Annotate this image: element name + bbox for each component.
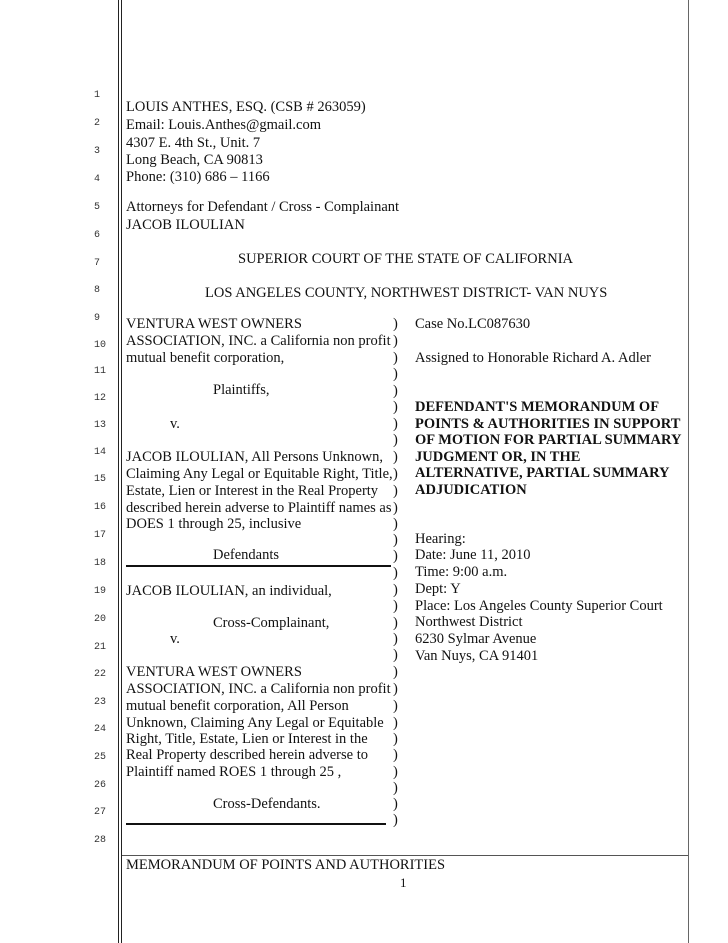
caption-line: JACOB ILOULIAN, All Persons Unknown, xyxy=(126,449,383,465)
line-number: 25 xyxy=(94,752,107,763)
caption-paren: ) xyxy=(393,548,398,564)
caption-line: ASSOCIATION, INC. a California non profit xyxy=(126,333,391,349)
caption-paren: ) xyxy=(393,715,398,731)
caption-paren: ) xyxy=(393,664,398,680)
line-number: 2 xyxy=(94,118,101,129)
caption-line: ASSOCIATION, INC. a California non profit xyxy=(126,681,391,697)
attorney-address-line1: 4307 E. 4th St., Unit. 7 xyxy=(126,135,261,151)
line-number: 1 xyxy=(94,90,101,101)
caption-paren: ) xyxy=(393,796,398,812)
caption-paren: ) xyxy=(393,333,398,349)
caption-paren: ) xyxy=(393,350,398,366)
hearing-place: Place: Los Angeles County Superior Court xyxy=(415,598,663,614)
left-margin-line xyxy=(118,0,119,943)
caption-line: JACOB ILOULIAN, an individual, xyxy=(126,583,332,599)
page-number: 1 xyxy=(400,875,407,890)
line-number: 10 xyxy=(94,340,107,351)
line-number: 20 xyxy=(94,614,107,625)
caption-paren: ) xyxy=(393,483,398,499)
caption-paren: ) xyxy=(393,681,398,697)
line-number: 8 xyxy=(94,285,101,296)
attorney-phone: Phone: (310) 686 – 1166 xyxy=(126,169,270,185)
caption-paren: ) xyxy=(393,812,398,828)
line-number: 27 xyxy=(94,807,107,818)
caption-paren: ) xyxy=(393,500,398,516)
hearing-time: Time: 9:00 a.m. xyxy=(415,564,508,580)
footer-title: MEMORANDUM OF POINTS AND AUTHORITIES xyxy=(126,857,446,873)
case-number: Case No.LC087630 xyxy=(415,316,531,332)
caption-line: mutual benefit corporation, xyxy=(126,350,285,366)
line-number: 26 xyxy=(94,780,107,791)
line-number: 6 xyxy=(94,230,101,241)
caption-paren: ) xyxy=(393,780,398,796)
document-title-line: ALTERNATIVE, PARTIAL SUMMARY xyxy=(415,465,670,481)
caption-line: Estate, Lien or Interest in the Real Property xyxy=(126,483,379,499)
caption-paren: ) xyxy=(393,383,398,399)
line-number: 28 xyxy=(94,835,107,846)
document-title-line: JUDGMENT OR, IN THE xyxy=(415,449,581,465)
line-number: 18 xyxy=(94,558,107,569)
line-number: 23 xyxy=(94,697,107,708)
cross-complainant-label: Cross-Complainant, xyxy=(213,615,330,631)
caption-paren: ) xyxy=(393,316,398,332)
attorney-email: Email: Louis.Anthes@gmail.com xyxy=(126,117,321,133)
caption-line: mutual benefit corporation, All Person xyxy=(126,698,349,714)
line-number: 3 xyxy=(94,146,101,157)
line-number: 16 xyxy=(94,502,107,513)
caption-paren: ) xyxy=(393,764,398,780)
document-title-line: DEFENDANT'S MEMORANDUM OF xyxy=(415,399,660,415)
caption-paren: ) xyxy=(393,731,398,747)
caption-underline xyxy=(126,565,391,567)
hearing-date: Date: June 11, 2010 xyxy=(415,547,531,563)
attorney-role: Attorneys for Defendant / Cross - Complainant xyxy=(126,199,400,215)
caption-line: Unknown, Claiming Any Legal or Equitable xyxy=(126,715,384,731)
caption-line: DOES 1 through 25, inclusive xyxy=(126,516,302,532)
line-number: 22 xyxy=(94,669,107,680)
caption-line: Plaintiff named ROES 1 through 25 , xyxy=(126,764,342,780)
line-number: 4 xyxy=(94,174,101,185)
caption-paren: ) xyxy=(393,647,398,663)
line-number: 24 xyxy=(94,724,107,735)
attorney-name: LOUIS ANTHES, ESQ. (CSB # 263059) xyxy=(126,99,366,115)
line-number: 9 xyxy=(94,313,101,324)
caption-paren: ) xyxy=(393,366,398,382)
hearing-place: Northwest District xyxy=(415,614,523,630)
caption-line: described herein adverse to Plaintiff names as xyxy=(126,500,392,516)
line-number: 21 xyxy=(94,642,107,653)
caption-paren: ) xyxy=(393,582,398,598)
caption-paren: ) xyxy=(393,698,398,714)
caption-paren: ) xyxy=(393,615,398,631)
document-title-line: POINTS & AUTHORITIES IN SUPPORT xyxy=(415,416,681,432)
client-name: JACOB ILOULIAN xyxy=(126,217,245,233)
hearing-place: 6230 Sylmar Avenue xyxy=(415,631,537,647)
line-number: 13 xyxy=(94,420,107,431)
document-title-line: OF MOTION FOR PARTIAL SUMMARY xyxy=(415,432,682,448)
caption-line: Claiming Any Legal or Equitable Right, Title, xyxy=(126,466,393,482)
caption-paren: ) xyxy=(393,598,398,614)
caption-line: Real Property described herein adverse to xyxy=(126,747,368,763)
right-margin-line xyxy=(688,0,689,943)
versus-label: v. xyxy=(170,631,180,647)
caption-paren: ) xyxy=(393,399,398,415)
caption-paren: ) xyxy=(393,565,398,581)
line-number: 19 xyxy=(94,586,107,597)
caption-paren: ) xyxy=(393,416,398,432)
caption-paren: ) xyxy=(393,532,398,548)
cross-defendants-label: Cross-Defendants. xyxy=(213,796,321,812)
hearing-place: Van Nuys, CA 91401 xyxy=(415,648,539,664)
line-number: 15 xyxy=(94,474,107,485)
caption-paren: ) xyxy=(393,516,398,532)
caption-paren: ) xyxy=(393,432,398,448)
caption-underline xyxy=(126,823,386,825)
footer-rule xyxy=(122,855,688,856)
plaintiffs-label: Plaintiffs, xyxy=(213,382,270,398)
line-number: 11 xyxy=(94,366,107,377)
line-number: 5 xyxy=(94,202,101,213)
court-title: SUPERIOR COURT OF THE STATE OF CALIFORNIA xyxy=(238,251,574,267)
left-margin-line-inner xyxy=(121,0,122,943)
caption-paren: ) xyxy=(393,631,398,647)
line-number: 17 xyxy=(94,530,107,541)
caption-paren: ) xyxy=(393,747,398,763)
attorney-address-line2: Long Beach, CA 90813 xyxy=(126,152,263,168)
caption-line: VENTURA WEST OWNERS xyxy=(126,316,302,332)
hearing-dept: Dept: Y xyxy=(415,581,461,597)
assigned-judge: Assigned to Honorable Richard A. Adler xyxy=(415,350,651,366)
court-county: LOS ANGELES COUNTY, NORTHWEST DISTRICT- VAN NUYS xyxy=(205,285,608,301)
hearing-label: Hearing: xyxy=(415,531,466,547)
versus-label: v. xyxy=(170,416,180,432)
document-title-line: ADJUDICATION xyxy=(415,482,527,498)
caption-paren: ) xyxy=(393,466,398,482)
line-number: 14 xyxy=(94,447,107,458)
line-number: 7 xyxy=(94,258,101,269)
caption-line: Right, Title, Estate, Lien or Interest in the xyxy=(126,731,368,747)
caption-line: VENTURA WEST OWNERS xyxy=(126,664,302,680)
line-number: 12 xyxy=(94,393,107,404)
defendants-label: Defendants xyxy=(213,547,280,563)
caption-paren: ) xyxy=(393,449,398,465)
